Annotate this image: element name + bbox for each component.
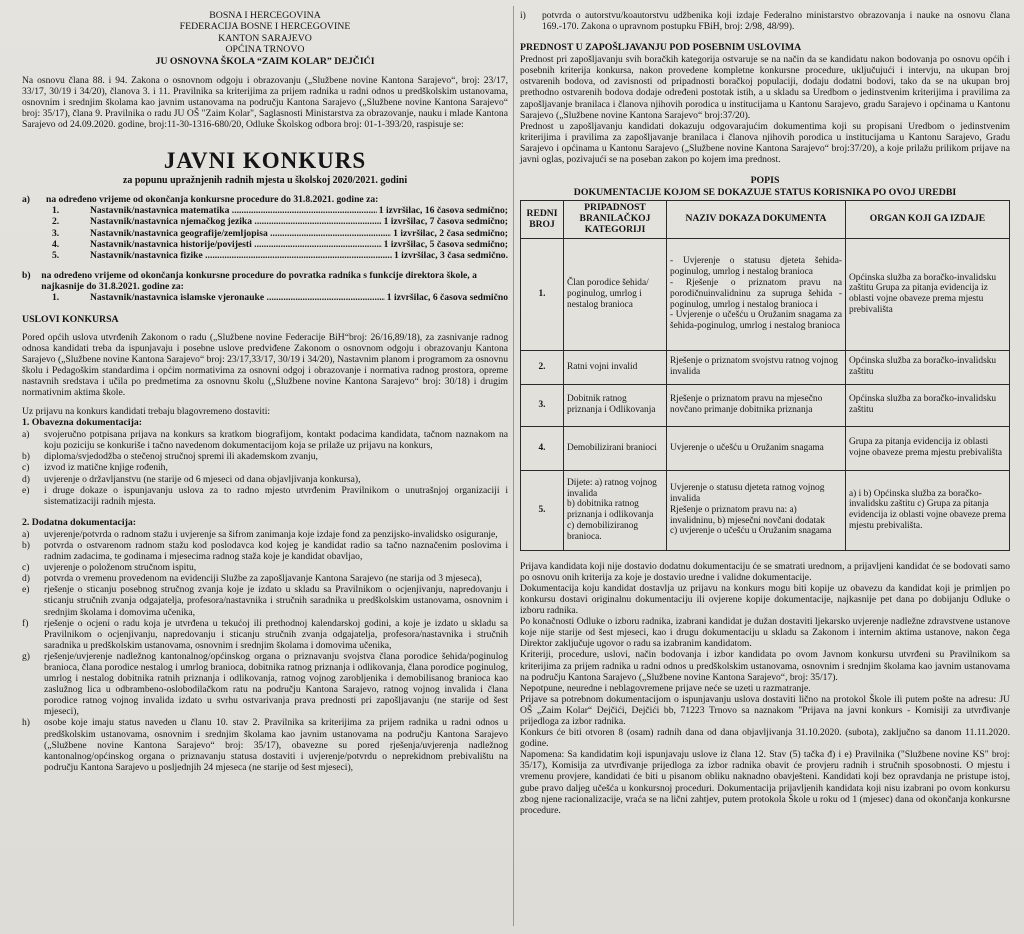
document-subtitle: za popunu upražnjenih radnih mjesta u školskoj 2020/2021. godini	[122, 174, 408, 186]
list-item: h) osobe koje imaju status naveden u članu 10. stav 2. Pravilnika sa kriterijima za prijem radnika u radni odnos u predškolskim ustanovama, osnovnim i srednjim školama kao javnim ustanovama na području Kantona Sarajevo („Službene novine Kantona Sarajevo“ broj: 35/17), obavezne su pored rješenja/uvjerenja nadležnog kantonalnog/općinskog organa o priznavanju statusa dostaviti i uvjerenje/potvrdu o neprekidnom prebivalištu na području Kantona Sarajevo u posljednjih 24 mjeseca (ne starije od šest mjeseci),	[22, 717, 508, 773]
table-header-row	[521, 201, 1010, 238]
veteran-documents-table	[520, 200, 1010, 550]
priority-paragraph: Prednost u zapošljavanju kandidati dokazuju odgovarajućim dokumentima koji su propisani Uredbom o jedinstvenim kriterijima i pravilima za zapošljavanje branilaca i članova njihovih porodica u institucijama u Kantonu Sarajevo, Gradu Sarajevo i općinama u Kantonu Sarajevo („Službene novine Kantona Sarajevo“ broj:37/20), a koje prilažu prilikom prijave na javni oglas, pozivajući se na poseban zakon po kojem ima prednost.	[520, 120, 1010, 166]
position-row: 3. Nastavnik/nastavnica geografije/zemljopisa ..... 1 izvršilac, 2 časa sedmično;	[22, 228, 508, 239]
closing-paragraph: Kriteriji, procedure, uslovi, način bodovanja i izbor kandidata po ovom Javnom konkursu utvrđeni su Pravilnikom sa kriterijima za prijem radnika u radni odnos u predškolskim ustanovama, osnovnim i srednjim školama kao javnim ustanovama na području Kantona Sarajevo („Službene novine Kantona Sarajevo“, broj: 35/17).	[520, 649, 1010, 683]
priority-heading: PREDNOST U ZAPOŠLJAVANJU POD POSEBNIM USLOVIMA	[520, 42, 802, 54]
column-header: REDNI BROJ	[521, 201, 564, 238]
additional-docs-list	[22, 529, 508, 773]
table-row: 4. Demobilizirani branioci Uvjerenje o učešću u Oružanim snagama Grupa za pitanja evidencija iz oblasti vojne obaveze prema mjestu prebivališta	[521, 426, 1010, 470]
closing-paragraph: Prijave sa potrebnom dokumentacijom o ispunjavanju uslova dostaviti lično na protokol Škole ili putem pošte na adresu: JU OŠ „Zaim Kolar“ Dejčići, Dejčići bb, 71223 Trnovo sa naznakom "Prijava na javni konkurs - Komisiji za utvrđivanje prijedloga za izbor radnika.	[520, 693, 1010, 728]
closing-paragraph: Prijava kandidata koji nije dostavio dodatnu dokumentaciju će se smatrati urednom, a prijavljeni kandidat će se bodovati samo po osnovu onih kriterija za koje je dostavio uredne i validne dokumentacije.	[520, 560, 1010, 583]
table-row: 3. Dobitnik ratnog priznanja i Odlikovanja Rješenje o priznatom pravu na mjesečno novčano primanje dobitnika priznanja Općinska služba za boračko-invalidsku zaštitu	[521, 384, 1010, 426]
closing-paragraph: Dokumentacija koju kandidat dostavlja uz prijavu na konkurs mogu biti kopije uz obavezu da kandidat koji je primljen po konkursu dostavi originalnu dokumentaciju ili ovjerene kopije dokumentacije, najkasnije pet dana po dobijanju Odluke o izboru radnika.	[520, 582, 1010, 617]
position-row: 1. Nastavnik/nastavnica matematika ..... 1 izvršilac, 16 časova sedmično;	[22, 205, 508, 216]
list-item: a) uvjerenje/potvrda o radnom stažu i uvjerenje sa šifrom zanimanja koje izdaje fond za penzijsko-invalidsko osiguranje,	[22, 528, 498, 540]
position-row: 5. Nastavnik/nastavnica fizike ..... 1 izvršilac, 3 časa sedmično.	[22, 250, 508, 261]
header-line: KANTON SARAJEVO	[218, 32, 312, 44]
column-header: PRIPADNOST BRANILAČKOJ KATEGORIJI	[564, 201, 667, 238]
header-line: BOSNA I HERCEGOVINA	[209, 10, 321, 21]
table-row: 2. Ratni vojni invalid Rješenje o priznatom svojstvu ratnog vojnog invalida Općinska služba za boračko-invalidsku zaštitu	[521, 350, 1010, 384]
list-item: d) uvjerenje o državljanstvu (ne starije od 6 mjeseci od dana objavljivanja konkursa),	[22, 473, 361, 485]
list-item: b) diploma/svjedodžba o stečenoj stručnoj spremi ili akademskom zvanju,	[22, 451, 318, 463]
popis-subtitle: DOKUMENTACIJE KOJOM SE DOKAZUJE STATUS KORISNIKA PO OVOJ UREDBI	[573, 186, 957, 198]
closing-section	[520, 561, 1010, 816]
popis-title: POPIS	[750, 175, 780, 187]
position-row: 2. Nastavnik/nastavnica njemačkog jezika ..... 1 izvršilac, 7 časova sedmično;	[22, 216, 508, 227]
list-item: f) rješenje o ocjeni o radu koja je utvrđena u tekućoj ili prethodnoj kalendarskoj godini, a koje je izdato u skladu sa Pravilnikom o ocjenjivanju, napredovanju i sticanju stručnih zvanja odgajatelja, profesora/nastavnika i stručnih saradnika u predškolskim ustanovama, osnovnim i srednjim školama i domovima učenika,	[22, 617, 508, 651]
priority-paragraph: Prednost pri zapošljavanju svih boračkih kategorija ostvaruje se na način da se kandidatu nakon bodovanja po osnovu općih i posebnih kriterija konkursa, nakon provedene kompletne konkursne procedure, uključujući i intervju, na ukupan broj ostvarenih bodova, od zavisnosti od pripadnosti boračkoj populaciji, dodaju dodatni bodovi, tako da se na ukupan broj prethodno ostvarenih bodova dodaje određeni postotak istih, a u skladu sa Uredbom o jedinstvenim kriterijima i pravilima za zapošljavanje branilaca i članova njihovih porodica u institucijama u Kantonu Sarajevo, gradu Sarajevo i općinama u Kantonu Sarajevo („Službene novine Kantona Sarajevo“ broj:37/20).	[520, 54, 1010, 121]
table-row: 5. Dijete: a) ratnog vojnog invalida b) dobitnika ratnog priznanja i odlikovanja c) demobiliziranog branioca. Uvjerenje o statusu djeteta ratnog vojnog invalida Rješenje o priznatom pravu na: a) invalidninu, b) mjesečni novčani dodatak c) uvjerenje o učešću u Oružanim snagama a) i b) Općinska služba za boračko-invalidsku zaštitu c) Grupa za pitanja evidencija iz oblasti vojne obaveze prema mjestu prebivališta.	[521, 470, 1010, 550]
right-column	[520, 10, 1010, 816]
column-header: NAZIV DOKAZA DOKUMENTA	[667, 201, 846, 238]
conditions-paragraph: Pored općih uslova utvrđenih Zakonom o radu („Službene novine Federacije BiH“broj: 26/16,89/18), za zasnivanje radnog odnosa kandidati treba da ispunjavaju i posebne uslove predviđene Zakonom o osnovnom odgoju i obrazovanju Kantona Sarajevo („Službene novine Kantona Sarajevo“ broj: 23/17,33/17, 30/19 i 34/20), Nastavnim planom i programom za osnovnu školu i Pedagoškim standardima i općim normativima za osnovni odgoj i obrazovanje i normativa radnog prostora, opreme nastavnih sredstava i učila po predmetima za osnovnu školu („Službene novine Kantona Sarajevo“ broj: 30/18) i drugim normativnim aktima škole.	[22, 331, 508, 399]
list-item: b) potvrda o ostvarenom radnom stažu kod poslodavca kod kojeg je kandidat radio sa tačno naznačenim poslovima i radnim zadacima, te godinama i mjesecima radnog staža koje je kandidat obavljao,	[22, 539, 508, 563]
header-line: OPĆINA TRNOVO	[225, 44, 305, 56]
list-item: e) i druge dokaze o ispunjavanju uslova za to radno mjesto utvrđenim Pravilnikom o unutrašnjoj organizaciji i sistematizaciji radnih mjesta.	[22, 484, 508, 507]
table-row: 1. Član porodice šehida/ poginulog, umrlog i nestalog branioca - Uvjerenje o statusu djeteta šehida-poginulog, umrlog i nestalog branioca - Rješenje o priznatom pravu na porodičnuinvalidninu za supruga šehida - poginulog, umrlog i nestalog branioca i - Uvjerenje o učešću u Oružanim snagama za šehida-poginulog, umrlog i nestalog branioca Općinska služba za boračko-invalidsku zaštitu Grupa za pitanja evidencija iz oblasti vojne obaveze prema mjestu prebivališta	[521, 238, 1010, 350]
closing-paragraph: Po konačnosti Odluke o izboru radnika, izabrani kandidat je dužan dostaviti ljekarsko uvjerenje nadležne zdravstvene ustanove koje nije starije od šest mjeseci, kao i drugu dokumentaciju u skladu sa Zakonom i internim aktima ustanove, nakon čega Direktor zaključuje ugovor o radu sa izabranim kandidatom.	[520, 616, 1010, 650]
list-item: e) rješenje o sticanju posebnog stručnog zvanja koje je izdato u skladu sa Pravilnikom o ocjenjivanju, napredovanju i sticanju stručnih zvanja odgajatelja, profesora/nastavnika i stručnih saradnika u predškolskim ustanovama, osnovnim i srednjim školama i domovima učenika,	[22, 584, 508, 618]
list-item: c) uvjerenje o položenom stručnom ispitu,	[22, 562, 197, 574]
document-title: JAVNI KONKURS	[163, 147, 367, 173]
list-item: c) izvod iz matične knjige rođenih,	[22, 462, 168, 474]
section-a-heading: a) na određeno vrijeme od okončanja konkursne procedure do 31.8.2021. godine za:	[22, 193, 379, 205]
list-item: d) potvrda o vremenu provedenom na evidenciji Službe za zapošljavanje Kantona Sarajevo (ne starija od 3 mjeseca),	[22, 573, 482, 585]
left-column	[22, 10, 508, 773]
mandatory-docs-heading: 1. Obavezna dokumentacija:	[22, 417, 143, 429]
position-row: 4. Nastavnik/nastavnica historije/povijesti ..... 1 izvršilac, 5 časova sedmično;	[22, 239, 508, 250]
column-divider	[513, 6, 514, 926]
mandatory-docs-list	[22, 429, 508, 507]
position-row: 1. Nastavnik/nastavnica islamske vjeronauke ..... 1 izvršilac, 6 časova sedmično	[22, 292, 508, 303]
closing-paragraph: Nepotpune, neuredne i neblagovremene prijave neće se uzeti u razmatranje.	[520, 682, 811, 694]
column-header: ORGAN KOJI GA IZDAJE	[846, 201, 1010, 238]
intro-paragraph: Na osnovu člana 88. i 94. Zakona o osnovnom odgoju i obrazovanju („Službene novine Kantona Sarajevo“, broj: 23/17, 33/17, 30/19 i 34/20), članova 3. i 11. Pravilnika sa kriterijima za prijem radnika u radni odnos u predškolskim ustanovama, osnovnim i srednjim školama kao javnim ustanovama na području Kantona Sarajevo („Službene novine Kantona Sarajevo“ broj: 35/17), člana 9. Pravilnika o radu JU OŠ "Zaim Kolar", Saglasnosti Ministarstva za obrazovanje, nauku i mlade Kantona Sarajevo od 24.09.2020. godine, broj:11-30-1316-680/20, Odluke Školskog odbora broj: 01-1-393/20, raspisuje se:	[22, 75, 508, 131]
list-item: g) rješenje/uvjerenje nadležnog kantonalnog/općinskog organa o priznavanju svojstva člana porodice šehida/poginulog branioca, člana porodice nestalog i umrlog branioca, dobitnika ratnog priznanja i odlikovanja, člana porodice poginulog, umrlog i nestalog dobitnika ratnih priznanja i odlikovanja, ratnog vojnog zarobljenika i demobilisanog branioca kao zaslužnog lica u odbrambeno-oslobodilačkom ratu na području Kantona Sarajevo, ratnog vojnog invalida i člana porodice ratnog vojnog invalida izdato u svrhu ostvarivanja prava prednosti pri zapošljavanju (ne starije od šest mjeseci),	[22, 650, 508, 718]
header-line: FEDERACIJA BOSNE I HERCEGOVINE	[179, 21, 351, 33]
conditions-heading: USLOVI KONKURSA	[22, 313, 119, 325]
documents-intro: Uz prijavu na konkurs kandidati trebaju blagovremeno dostaviti:	[22, 406, 271, 418]
school-name: JU OSNOVNA ŠKOLA “ZAIM KOLAR” DEJČIĆI	[155, 55, 375, 67]
list-item: a) svojeručno potpisana prijava na konkurs sa kratkom biografijom, kontakt podacima kandidata, tačnom naznakom na koju poziciju se konkuriše i tačno navedenom dokumentacijom koja se prilaže uz prijavu na konkurs,	[22, 429, 508, 452]
additional-docs-heading: 2. Dodatna dokumentacija:	[22, 516, 137, 528]
section-b-heading: b) na određeno vrijeme od okončanja konkursne procedure do povratka radnika s funkcije direktora škole, a najkasnije do 31.8.2021. godine za:	[22, 269, 477, 292]
section-a-positions	[22, 205, 508, 262]
list-item: i) potvrda o autorstvu/koautorstvu udžbenika koji izdaje Federalno ministarstvo obrazovanja i nauke na osnovu člana 169.-170. Zakona o upravnom postupku FBiH, broj: 2/98, 48/99).	[520, 10, 1010, 33]
closing-paragraph: Napomena: Sa kandidatim koji ispunjavaju uslove iz člana 12. Stav (5) tačka đ) i e) Pravilnika ("Službene novine KS" broj: 35/17), Komisija za utvrđivanje prijedloga za izbor radnika obavit će provjeru radnih i stručnih sposobnosti. O mjestu i vremenu provjere, kandidati će biti u pisanom obliku naknadno obavješteni. Kandidati koji bez opravdanja ne pristupe istoj, gube pravo daljeg učešća u konkursnoj proceduri. Dokumentacija prijavljenih kandidata koji nisu izabrani po ovom konkursu zbog njene racionalizacije, vraća se na lični zahtjev, putem protokola Škole u roku od 1 (mjesec) dana od okončanja konkursne procedure.	[520, 749, 1010, 816]
letterhead	[22, 10, 508, 67]
closing-paragraph: Konkurs će biti otvoren 8 (osam) radnih dana od dana objavljivanja 31.10.2020. (subota), zaključno sa danom 11.11.2020. godine.	[520, 727, 1010, 750]
